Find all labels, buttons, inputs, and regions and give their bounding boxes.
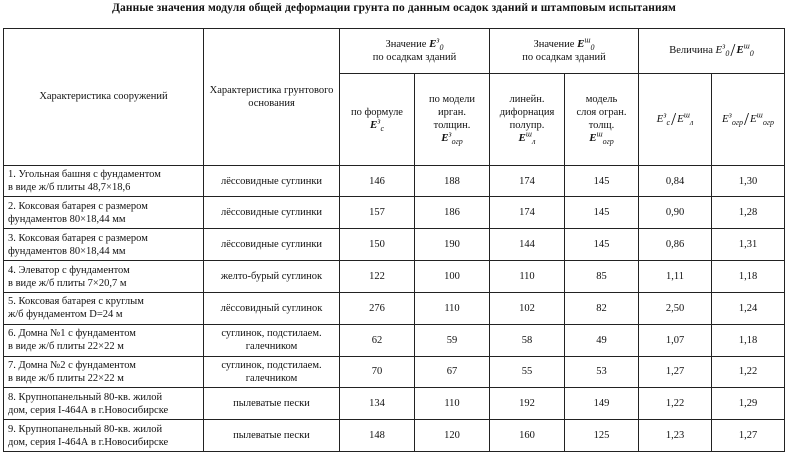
value-cell: 148 (340, 420, 415, 452)
structure-cell (4, 229, 204, 261)
sym-sup: ш (596, 129, 603, 139)
sym-sub: огр (451, 137, 463, 147)
value-cell: 145 (565, 197, 639, 229)
slash: / (730, 40, 736, 61)
structure-line-2: дом, серия I-464А в г.Новосибирске (8, 436, 169, 448)
deformation-modulus-table (3, 28, 785, 452)
header-group-settlement (340, 29, 490, 74)
group-ratio-label: Величина (669, 45, 713, 57)
sup: з (722, 41, 726, 51)
sym-sup: ш (525, 129, 532, 139)
structure-line-2: ж/б фундаментом D=24 м (8, 309, 123, 321)
value-cell: 134 (340, 388, 415, 420)
structure-line-2: фундаментов 80×18,44 мм (8, 213, 126, 225)
ratio-cell: 2,50 (639, 292, 712, 324)
soil-line-1: суглинок, подстилаем. (221, 359, 322, 371)
sub: c (666, 117, 671, 127)
slash: / (744, 108, 750, 129)
value-cell: 62 (340, 324, 415, 356)
value-cell: 85 (565, 261, 639, 293)
group-stamp-sub: по осадкам зданий (522, 51, 606, 63)
ratio-cell: 1,22 (639, 388, 712, 420)
soil-cell (204, 292, 340, 324)
ratio-cell: 1,24 (712, 292, 785, 324)
ratio-cell: 0,84 (639, 165, 712, 197)
subheader-linear (490, 73, 565, 165)
value-cell: 110 (415, 388, 490, 420)
table-row (4, 165, 785, 197)
value-cell: 186 (415, 197, 490, 229)
soil-line-1: суглинок, подстилаем. (221, 328, 322, 340)
subheader-formula-text: по формуле (351, 107, 403, 119)
ratio-e0-fraction (715, 40, 754, 61)
sup: з (728, 110, 732, 120)
table-title: Данные значения модуля общей деформации грунта по данным осадок зданий и штамповым испытаниям (112, 2, 676, 14)
value-cell: 122 (340, 261, 415, 293)
value-cell: 120 (415, 420, 490, 452)
ratio-cell: 1,07 (639, 324, 712, 356)
ratio-cell: 1,28 (712, 197, 785, 229)
sym-sub: 0 (439, 43, 444, 53)
table-row (4, 261, 785, 293)
value-cell: 188 (415, 165, 490, 197)
group-settlement-symbol (429, 35, 444, 53)
value-cell: 157 (340, 197, 415, 229)
soil-cell (204, 261, 340, 293)
ratio-num: $E^з_0$ (715, 41, 730, 59)
ratio-cell: 1,30 (712, 165, 785, 197)
sub: огр (762, 117, 774, 127)
sub: 0 (725, 49, 730, 59)
structure-line-1: 4. Элеватор с фундаментом (8, 264, 130, 276)
sym-sup: з (448, 129, 452, 139)
header-group-stamp (490, 29, 639, 74)
num: $E^з_{огр}$ (722, 110, 744, 127)
value-cell: 67 (415, 356, 490, 388)
sym-letter: E (518, 132, 526, 145)
group-settlement-sub: по осадкам зданий (372, 51, 457, 63)
table-row (4, 229, 785, 261)
ratio-cell: 1,27 (712, 420, 785, 452)
soil-line-1: желто-бурый суглинок (220, 271, 323, 282)
soil-cell (204, 197, 340, 229)
soil-cell (204, 420, 340, 452)
sym-letter: E (429, 37, 437, 50)
sup: ш (683, 110, 690, 120)
value-cell: 59 (415, 324, 490, 356)
ratio-ec-el-fraction (656, 108, 694, 129)
sub: 0 (749, 49, 754, 59)
structure-line-2: в виде ж/б плиты 22×22 м (8, 341, 124, 353)
num: $E^з_c$ (656, 110, 671, 127)
structure-cell (4, 356, 204, 388)
subheader-ratio-2 (712, 73, 785, 165)
soil-line-2: галечником (245, 372, 298, 384)
value-cell: 102 (490, 292, 565, 324)
soil-cell (204, 388, 340, 420)
structure-line-1: 1. Угольная башня с фундаментом (8, 169, 161, 181)
structure-cell (4, 197, 204, 229)
value-cell: 190 (415, 229, 490, 261)
structure-cell (4, 165, 204, 197)
structure-cell (4, 292, 204, 324)
sym-sup: ш (584, 35, 591, 45)
value-cell: 276 (340, 292, 415, 324)
value-cell: 145 (565, 229, 639, 261)
soil-line-1: лёссовидный суглинок (220, 302, 323, 314)
sym-letter: E (589, 132, 597, 145)
subheader-model2-text-3: толщ. (588, 120, 615, 132)
header-soil (204, 29, 340, 166)
subheader-model-text-3: толщин. (433, 120, 471, 132)
structure-line-2: в виде ж/б плиты 7×20,7 м (8, 277, 127, 289)
sym-sub: л (531, 137, 536, 147)
sym-letter: E (577, 37, 585, 50)
value-cell: 110 (490, 261, 565, 293)
structure-cell (4, 388, 204, 420)
soil-line-1: лёссовидные суглинки (220, 175, 323, 187)
table-row (4, 197, 785, 229)
ratio-cell: 1,11 (639, 261, 712, 293)
structure-cell (4, 324, 204, 356)
value-cell: 58 (490, 324, 565, 356)
soil-cell (204, 165, 340, 197)
sym-sup: з (436, 35, 440, 45)
structure-line-1: 3. Коксовая батарея с размером (8, 232, 148, 244)
value-cell: 145 (565, 165, 639, 197)
group-settlement-label: Значение (385, 38, 427, 50)
ratio-cell: 0,90 (639, 197, 712, 229)
structure-cell (4, 261, 204, 293)
table-row (4, 324, 785, 356)
structure-cell (4, 420, 204, 452)
ratio-den (736, 41, 754, 59)
subheader-model2-text: модель (585, 94, 618, 106)
sup: ш (743, 41, 750, 51)
model2-symbol (589, 129, 614, 147)
sym-sub: огр (602, 137, 614, 147)
model-symbol (441, 129, 463, 147)
den: $E^ш_л$ (677, 110, 694, 127)
sym-letter: E (441, 132, 449, 145)
den-letter: E (736, 44, 744, 57)
value-cell: 110 (415, 292, 490, 324)
soil-cell (204, 356, 340, 388)
sup: з (663, 110, 667, 120)
structure-line-2: в виде ж/б плиты 48,7×18,6 (8, 182, 131, 194)
structure-line-1: 2. Коксовая батарея с размером (8, 200, 148, 212)
structure-line-1: 6. Домна №1 с фундаментом (8, 328, 136, 340)
subheader-linear-text-2: дифорнация (499, 107, 555, 119)
value-cell: 49 (565, 324, 639, 356)
header-soil-text: Характеристика грунтового основания (209, 84, 334, 109)
ratio-cell: 0,86 (639, 229, 712, 261)
value-cell: 192 (490, 388, 565, 420)
subheader-formula (340, 73, 415, 165)
header-structure: Характеристика сооружений (4, 29, 204, 166)
soil-line-1: пылеватые пески (233, 398, 310, 410)
subheader-model-text: по модели (429, 94, 475, 106)
header-group-ratio (639, 29, 785, 74)
ratio-eogr-fraction (722, 108, 774, 129)
value-cell: 144 (490, 229, 565, 261)
sym-sub: 0 (590, 43, 595, 53)
group-stamp-symbol (577, 35, 595, 53)
soil-line-1: пылеватые пески (233, 430, 310, 442)
value-cell: 55 (490, 356, 565, 388)
sym-sup: з (377, 116, 381, 126)
table-row (4, 388, 785, 420)
sym-sub: c (380, 124, 385, 134)
group-stamp-label: Значение (533, 38, 575, 50)
subheader-model2 (565, 73, 639, 165)
subheader-model-text-2: ирган. (437, 107, 467, 119)
ratio-cell: 1,18 (712, 324, 785, 356)
structure-line-2: фундаментов 80×18,44 мм (8, 245, 126, 257)
sym-letter: E (369, 119, 378, 132)
structure-line-1: 5. Коксовая батарея с круглым (8, 296, 144, 308)
structure-line-1: 7. Домна №2 с фундаментом (8, 359, 136, 371)
value-cell: 100 (415, 261, 490, 293)
structure-line-2: дом, серия I-464А в г.Новосибирске (8, 404, 169, 416)
value-cell: 125 (565, 420, 639, 452)
ratio-cell: 1,23 (639, 420, 712, 452)
structure-line-1: 8. Крупнопанельный 80-кв. жилой (8, 391, 163, 403)
ratio-cell: 1,31 (712, 229, 785, 261)
table-row (4, 292, 785, 324)
den: $E^ш_{огр}$ (750, 110, 774, 127)
ratio-cell: 1,29 (712, 388, 785, 420)
value-cell: 150 (340, 229, 415, 261)
value-cell: 82 (565, 292, 639, 324)
subheader-linear-text: линейн. (509, 94, 545, 106)
structure-line-2: в виде ж/б плиты 22×22 м (8, 372, 124, 384)
value-cell: 174 (490, 165, 565, 197)
soil-line-1: лёссовидные суглинки (220, 239, 323, 251)
table-row (4, 420, 785, 452)
subheader-model (415, 73, 490, 165)
subheader-ratio-1 (639, 73, 712, 165)
formula-symbol (369, 116, 385, 134)
table-row (4, 356, 785, 388)
soil-line-1: лёссовидные суглинки (220, 207, 323, 219)
value-cell: 160 (490, 420, 565, 452)
sub: л (689, 117, 694, 127)
ratio-cell: 1,27 (639, 356, 712, 388)
subheader-model2-text-2: слоя огран. (576, 107, 627, 119)
ratio-cell: 1,18 (712, 261, 785, 293)
value-cell: 146 (340, 165, 415, 197)
structure-line-1: 9. Крупнопанельный 80-кв. жилой (8, 423, 163, 435)
slash: / (671, 108, 677, 129)
value-cell: 70 (340, 356, 415, 388)
ratio-cell: 1,22 (712, 356, 785, 388)
linear-symbol (518, 129, 536, 147)
soil-line-2: галечником (245, 341, 298, 353)
value-cell: 149 (565, 388, 639, 420)
soil-cell (204, 229, 340, 261)
soil-cell (204, 324, 340, 356)
sup: ш (756, 110, 763, 120)
value-cell: 53 (565, 356, 639, 388)
subheader-linear-text-3: полупр. (509, 120, 545, 132)
sub: огр (731, 117, 744, 127)
value-cell: 174 (490, 197, 565, 229)
